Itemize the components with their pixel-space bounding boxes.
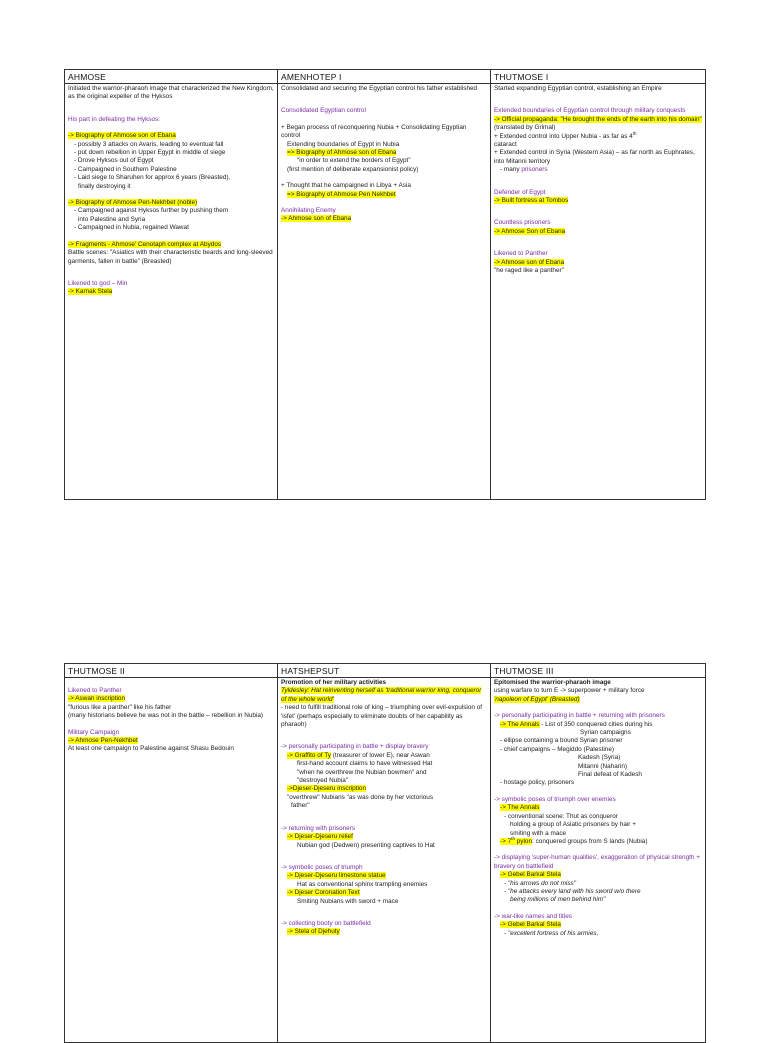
cell-thutmose3 bbox=[491, 678, 706, 1043]
intro-text: Started expanding Egyptian control, establishing an Empire bbox=[494, 85, 662, 92]
bullet: - Campaigned in Nubia, regained Wawat bbox=[74, 224, 189, 232]
section-heading: His part in defeating the Hyksos: bbox=[68, 115, 160, 123]
source-text-cont: Syrian campaigns bbox=[580, 729, 631, 737]
section-heading: Countless prisoners bbox=[494, 219, 551, 227]
source-text: first-hand account claims to have witnessed Hat bbox=[297, 760, 433, 768]
bullet: - chief campaigns – Megiddo (Palestine) bbox=[500, 745, 615, 753]
source-highlight: -> Graffito of Ty bbox=[287, 751, 331, 759]
bullet: - put down rebellion in Upper Egypt in middle of siege bbox=[74, 149, 226, 157]
source-highlight: -> Karnak Stela bbox=[68, 288, 113, 296]
bullet-cont: holding a group of Asiatic prisoners by hair + bbox=[510, 821, 636, 829]
source-highlight: -> Ahmose son of Ebana bbox=[281, 215, 352, 223]
bullet: - hostage policy, prisoners bbox=[500, 779, 575, 787]
section-heading: Defender of Egypt bbox=[494, 188, 546, 196]
campaign: Mitanni (Naharin) bbox=[578, 762, 628, 770]
point-text: + Extended control into Upper Nubia - as far as 4 bbox=[494, 132, 633, 140]
table-header-row bbox=[65, 664, 706, 678]
source-highlight: -> Ahmose son of Ebana bbox=[494, 258, 565, 266]
campaign: Final defeat of Kadesh bbox=[578, 771, 642, 779]
section-heading: -> returning with prisoners bbox=[281, 824, 356, 832]
column-header-amenhotep: AMENHOTEP I bbox=[278, 70, 491, 84]
cell-title: Promotion of her military activities bbox=[281, 679, 387, 686]
quote-cont: being millions of men behind him" bbox=[510, 896, 606, 904]
bullet: - Laid siege to Sharuhen for approx 6 years (Breasted), bbox=[74, 174, 231, 182]
source-highlight: -> Djeser Coronation Text bbox=[287, 889, 360, 897]
section-heading: Likened to god – Min bbox=[68, 279, 128, 287]
source-highlight: -> Biography of Ahmose son of Ebana bbox=[68, 132, 176, 140]
quote: "in order to extend the borders of Egypt" bbox=[297, 157, 411, 165]
note: (first mention of deliberate expansionist policy) bbox=[287, 165, 419, 173]
section-heading: -> collecting booty on battlefield bbox=[281, 919, 371, 927]
bullet: - Drove Hyksos out of Egypt bbox=[74, 157, 154, 165]
point: - need to fulfill traditional role of king – triumphing over evil-expulsion of 'isfet' (perhaps especially to eliminate doubts of her capability as pharaoh) bbox=[281, 704, 483, 729]
table-header-row bbox=[65, 70, 706, 84]
tyldesley-quote: Tyldesley: Hat reinventing herself as 'traditional warrior king, conqueror of the whole world' bbox=[281, 687, 482, 703]
source-note: (treasurer of lower E), near Aswan bbox=[332, 751, 430, 759]
intro-text: Initiated the warrior-pharaoh image that characterized the New Kingdom, as the original expeller of the Hyksos bbox=[68, 85, 274, 101]
table-row bbox=[65, 678, 706, 1043]
notes-table-1 bbox=[64, 69, 706, 500]
column-header-hatshepsut: HATSHEPSUT bbox=[278, 664, 491, 678]
intro-text: Consolidated and securing the Egyptian control his father established bbox=[281, 85, 478, 92]
source-text: Hat as conventional sphinx trampling enemies bbox=[297, 880, 428, 888]
source-highlight: -> Djeser-Djeseru limestone statue bbox=[287, 872, 386, 880]
cell-ahmose bbox=[65, 84, 278, 500]
source-text: Smiting Nubians with sword + mace bbox=[297, 897, 399, 905]
source-text: : conquered groups from S lands (Nubia) bbox=[532, 837, 648, 845]
point: At least one campaign to Palestine against Shasu Bedouin bbox=[68, 745, 234, 753]
bullet: - Campaigned against Hyksos further by pushing them bbox=[74, 207, 229, 215]
cell-thutmose2 bbox=[65, 678, 278, 1043]
quote: - "his arrows do not miss" bbox=[504, 879, 577, 887]
source-highlight: -> Biography of Ahmose Pen-Nekhbet (noble) bbox=[68, 199, 198, 207]
section-heading: Military Campaign bbox=[68, 728, 120, 736]
source-highlight: -> The Annals bbox=[500, 720, 540, 728]
source-highlight: -> Gebel Barkal Stela bbox=[500, 871, 561, 879]
section-heading: Consolidated Egyptian control bbox=[281, 107, 366, 115]
point bbox=[494, 130, 702, 141]
source-text: Nubian god (Dedwen) presenting captives to Hat bbox=[297, 841, 435, 849]
source-highlight: -> Ahmose Son of Ebana bbox=[494, 227, 566, 235]
point-cont: Extending boundaries of Egypt in Nubia bbox=[287, 140, 400, 148]
source-text: - List of 350 conquered cities during his bbox=[541, 720, 653, 728]
section-heading: -> displaying 'super-human qualities', exaggeration of physical strength + bravery on battlefield bbox=[494, 854, 700, 870]
source-note: (translated by Grimal) bbox=[494, 124, 556, 132]
notes-table-2 bbox=[64, 663, 706, 1043]
bullet-cont: finally destroying it bbox=[78, 182, 131, 190]
column-header-thutmose1: THUTMOSE I bbox=[491, 70, 706, 84]
section-heading: Annihilating Enemy bbox=[281, 207, 336, 215]
source-highlight: -> Aswan inscription bbox=[68, 695, 126, 703]
bullet: - possibly 3 attacks on Avaris, leading to eventual fall bbox=[74, 140, 224, 148]
column-header-thutmose2: THUTMOSE II bbox=[65, 664, 278, 678]
source-text: "destroyed Nubia" bbox=[297, 777, 349, 785]
point: + Began process of reconquering Nubia + Consolidating Egyptian control bbox=[281, 123, 467, 140]
source-highlight: -> Stela of Djehuty bbox=[287, 928, 340, 936]
source-highlight: => Biography of Ahmose son of Ebana bbox=[287, 149, 397, 157]
source-highlight: -> Official propaganda: "He brought the ends of the earth into his domain" bbox=[494, 115, 702, 123]
source-highlight: => Biography of Ahmose Pen Nekhbet bbox=[287, 190, 396, 198]
intro-text: using warfare to turn E -> superpower + military force bbox=[494, 687, 645, 695]
bullet: - ellipse containing a bound Syrian prisoner bbox=[500, 737, 623, 745]
cell-hatshepsut bbox=[278, 678, 491, 1043]
source-text: father" bbox=[291, 802, 310, 810]
section-heading: -> symbolic poses of triumph bbox=[281, 863, 363, 871]
source-highlight: -> Gebel Barkal Stela bbox=[500, 921, 561, 929]
quote: "he raged like a panther" bbox=[494, 267, 564, 275]
cell-amenhotep bbox=[278, 84, 491, 500]
bullet: - conventional scene: Thut as conqueror bbox=[504, 812, 618, 820]
point: + Thought that he campaigned in Libya + Asia bbox=[281, 182, 411, 190]
bullet-cont: into Palestine and Syria bbox=[78, 215, 146, 223]
bullet: - many bbox=[500, 166, 520, 174]
superscript: th bbox=[632, 130, 637, 136]
source-highlight: ->Djeser-Djeseru inscription bbox=[287, 785, 367, 793]
section-heading: -> personally participating in battle + returning with prisoners bbox=[494, 712, 665, 720]
source-highlight: -> Fragments - Ahmose' Cenotaph complex at Abydos bbox=[68, 240, 222, 248]
campaign: Kadesh (Syria) bbox=[578, 754, 621, 762]
source-text: "when he overthrew the Nubian bowmen" and bbox=[297, 768, 427, 776]
source-highlight: -> Ahmose Pen-Nekhbet bbox=[68, 737, 138, 745]
bullet-cont: smiting with a mace bbox=[510, 829, 567, 837]
source-text: Battle scenes: "Asiatics with their characteristic beards and long-sleeved garments, fallen in battle" (Breasted) bbox=[68, 249, 273, 265]
source-highlight: -> 7th pylon bbox=[500, 835, 533, 845]
source-highlight: -> The Annals bbox=[500, 804, 540, 812]
quote: - "he attacks every land with his sword w/o there bbox=[504, 887, 641, 895]
section-heading: Likened to Panther bbox=[494, 250, 548, 258]
purple-word: prisoners bbox=[521, 166, 548, 174]
source-text: "overthrew" Nubians "as was done by her victorious bbox=[287, 793, 434, 801]
section-heading: Extended boundaries of Egyptian control through military conquests bbox=[494, 107, 686, 115]
note: (many historians believe he was not in the battle – rebellion in Nubia) bbox=[68, 712, 264, 720]
point-cont: cataract bbox=[494, 141, 517, 149]
column-header-ahmose: AHMOSE bbox=[65, 70, 278, 84]
cell-title: Epitomised the warrior-pharaoh image bbox=[494, 679, 611, 686]
column-header-thutmose3: THUTMOSE III bbox=[491, 664, 706, 678]
cell-thutmose1 bbox=[491, 84, 706, 500]
source-highlight: -> Djeser-Djeseru relief bbox=[287, 833, 353, 841]
point: + Extended control in Syria (Western Asia) – as far north as Euphrates, into Mitanni territory bbox=[494, 149, 695, 165]
section-heading: -> war-like names and titles bbox=[494, 912, 572, 920]
table-row bbox=[65, 84, 706, 500]
breasted-quote: 'napoleon of Egypt' (Breasted) bbox=[494, 695, 580, 703]
section-heading: -> symbolic poses of triumph over enemies bbox=[494, 795, 616, 803]
quote: "furious like a panther" like his father bbox=[68, 703, 172, 711]
bullet: - Campaigned in Southern Palestine bbox=[74, 165, 177, 173]
quote: - "excellent fortress of his armies, bbox=[504, 929, 599, 937]
section-heading: Likened to Panther bbox=[68, 687, 122, 694]
section-heading: -> personally participating in battle + display bravery bbox=[281, 743, 429, 751]
source-highlight: -> Built fortress at Tombos bbox=[494, 197, 569, 205]
